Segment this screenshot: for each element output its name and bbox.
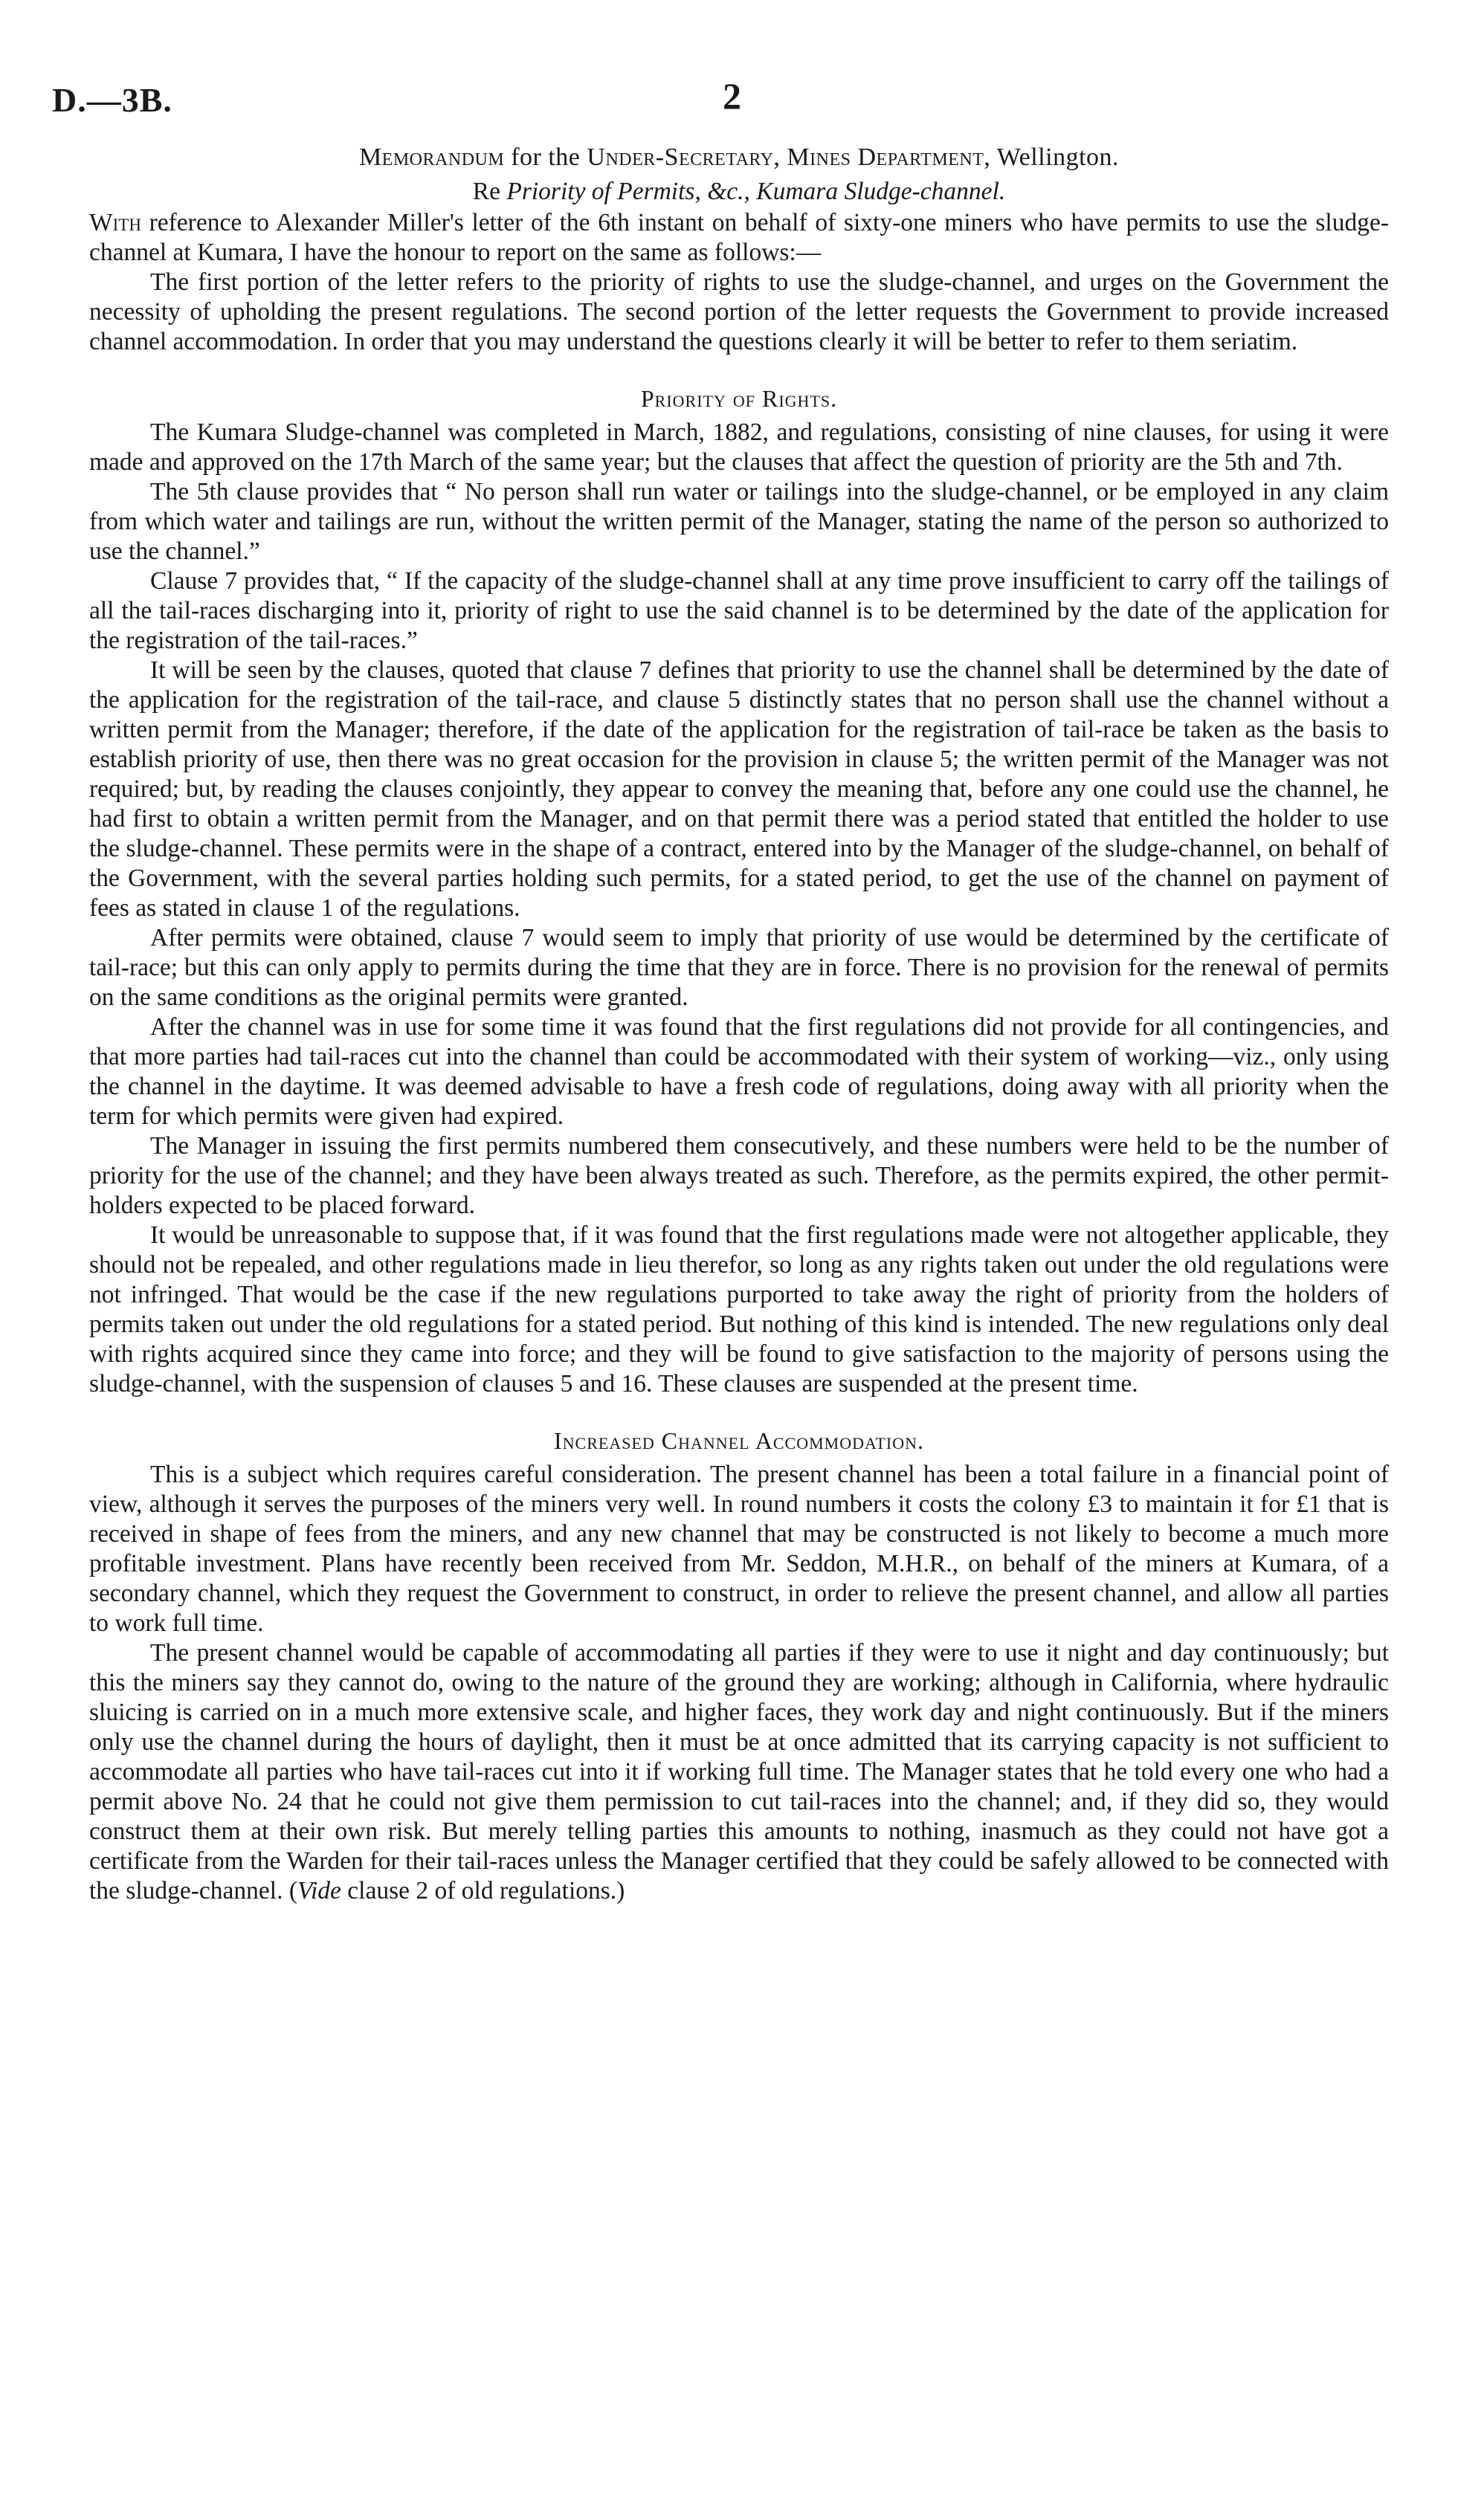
paragraph: The 5th clause provides that “ No person shall run water or tailings into the sludge-channel, or be employed in any claim from which water and tailings are run, without the written permit of the Manager, stating the name of the person so authorized to use the channel.” xyxy=(89,478,1389,565)
last-paragraph-main: The present channel would be capable of accommodating all parties if they were to use it night and day continuously; but this the miners say they cannot do, owing to the nature of the ground they are working; although in California, where hydraulic sluicing is carried on in a much more extensive scale, and higher faces, they work day and night continuously. But if the miners only use the channel during the hours of daylight, then it must be at once admitted that its carrying capacity is not sufficient to accommodate all parties who have tail-races cut into it if working full time. The Manager states that he told every one who had a permit above No. 24 that he could not give them permission to cut tail-races into the channel; and, if they did so, they would construct them at their own risk. But merely telling parties this amounts to nothing, inasmuch as they could not have got a certificate from the Warden for their tail-races unless the Manager certified that they could be safely allowed to be connected with the sludge-channel. ( xyxy=(89,1639,1389,1904)
memo-title-for: for the xyxy=(504,143,587,171)
paragraph: It would be unreasonable to suppose that, if it was found that the first regulations made were not altogether applicable, they should not be repealed, and other regulations made in lieu therefor, so long as any rights taken out under the old regulations were not infringed. That would be the case if the new regulations purported to take away the right of priority from the holders of permits taken out under the old regulations for a stated period. But nothing of this kind is intended. The new regulations only deal with rights acquired since they came into force; and they will be found to give satisfaction to the majority of persons using the sludge-channel, with the suspension of clauses 5 and 16. These clauses are suspended at the present time. xyxy=(89,1221,1389,1398)
paragraph: Clause 7 provides that, “ If the capacity of the sludge-channel shall at any time prove insufficient to carry off the tailings of all the tail-races discharging into it, priority of right to use the said channel is to be determined by the date of the application for the registration of the tail-races.” xyxy=(89,567,1389,654)
section-heading-priority: Priority of Rights. xyxy=(640,385,838,412)
paragraph: The Kumara Sludge-channel was completed in March, 1882, and regulations, consisting of nine clauses, for using it were made and approved on the 17th March of the same year; but the clauses that affect the question of priority are the 5th and 7th. xyxy=(89,419,1389,476)
memo-subject-line xyxy=(89,175,1389,208)
document-body xyxy=(89,141,1389,1906)
section-heading-channel: Increased Channel Accommodation. xyxy=(553,1427,925,1454)
memo-re-prefix: Re xyxy=(472,178,500,205)
memo-subject: Priority of Permits, &c., Kumara Sludge-channel. xyxy=(506,178,1006,205)
memo-title xyxy=(89,141,1389,174)
memo-title-recipient: Under-Secretary, Mines Department xyxy=(587,143,984,171)
paragraph: It will be seen by the clauses, quoted that clause 7 defines that priority to use the channel shall be determined by the date of the application for the registration of the tail-race, and clause 5 distinctly states that no person shall use the channel without a written permit from the Manager; therefore, if the date of the application for the registration of tail-race be taken as the basis to establish priority of use, then there was no great occasion for the provision in clause 5; the written permit of the Manager was not required; but, by reading the clauses conjointly, they appear to convey the meaning that, before any one could use the channel, he had first to obtain a written permit from the Manager, and on that permit there was a period stated that entitled the holder to use the sludge-channel. These permits were in the shape of a contract, entered into by the Manager of the sludge-channel, on behalf of the Government, with the several parties holding such permits, for a stated period, to get the use of the channel on payment of fees as stated in clause 1 of the regulations. xyxy=(89,656,1389,922)
memo-title-place: , Wellington. xyxy=(984,143,1120,171)
last-paragraph xyxy=(89,1638,1389,1906)
paragraph: After the channel was in use for some time it was found that the first regulations did not provide for all contingencies, and that more parties had tail-races cut into the channel than could be accommodated with their system of working—viz., only using the channel in the daytime. It was deemed advisable to have a fresh code of regulations, doing away with all priority when the term for which permits were given had expired. xyxy=(89,1013,1389,1130)
intro-paragraph xyxy=(89,208,1389,268)
paragraph: The first portion of the letter refers to the priority of rights to use the sludge-channel, and urges on the Government the necessity of upholding the present regulations. The second portion of the letter requests the Government to provide increased channel accommodation. In order that you may understand the questions clearly it will be better to refer to them seriatim. xyxy=(89,268,1389,355)
page-reference: D.—3B. xyxy=(52,81,172,119)
intro-text: reference to Alexander Miller's letter of the 6th instant on behalf of sixty-one miners who have permits to use the sludge-channel at Kumara, I have the honour to report on the same as follows:— xyxy=(89,209,1389,266)
intro-lead-word: With xyxy=(89,209,141,236)
paragraph: This is a subject which requires careful consideration. The present channel has been a total failure in a financial point of view, although it serves the purposes of the miners very well. In round numbers it costs the colony £3 to maintain it for £1 that is received in shape of fees from the miners, and any new channel that may be constructed is not likely to become a much more profitable investment. Plans have recently been received from Mr. Seddon, M.H.R., on behalf of the miners at Kumara, of a secondary channel, which they request the Government to construct, in order to relieve the present channel, and allow all parties to work full time. xyxy=(89,1461,1389,1637)
memo-title-prefix: Memorandum xyxy=(358,143,505,171)
last-paragraph-end: clause 2 of old regulations.) xyxy=(341,1877,625,1904)
paragraph: The Manager in issuing the first permits numbered them consecutively, and these numbers were held to be the number of priority for the use of the channel; and they have been always treated as such. Therefore, as the permits expired, the other permit-holders expected to be placed forward. xyxy=(89,1132,1389,1219)
page-number: 2 xyxy=(723,75,741,117)
paragraph: After permits were obtained, clause 7 would seem to imply that priority of use would be determined by the certificate of tail-race; but this can only apply to permits during the time that they are in force. There is no provision for the renewal of permits on the same conditions as the original permits were granted. xyxy=(89,924,1389,1011)
vide-word: Vide xyxy=(297,1877,341,1904)
